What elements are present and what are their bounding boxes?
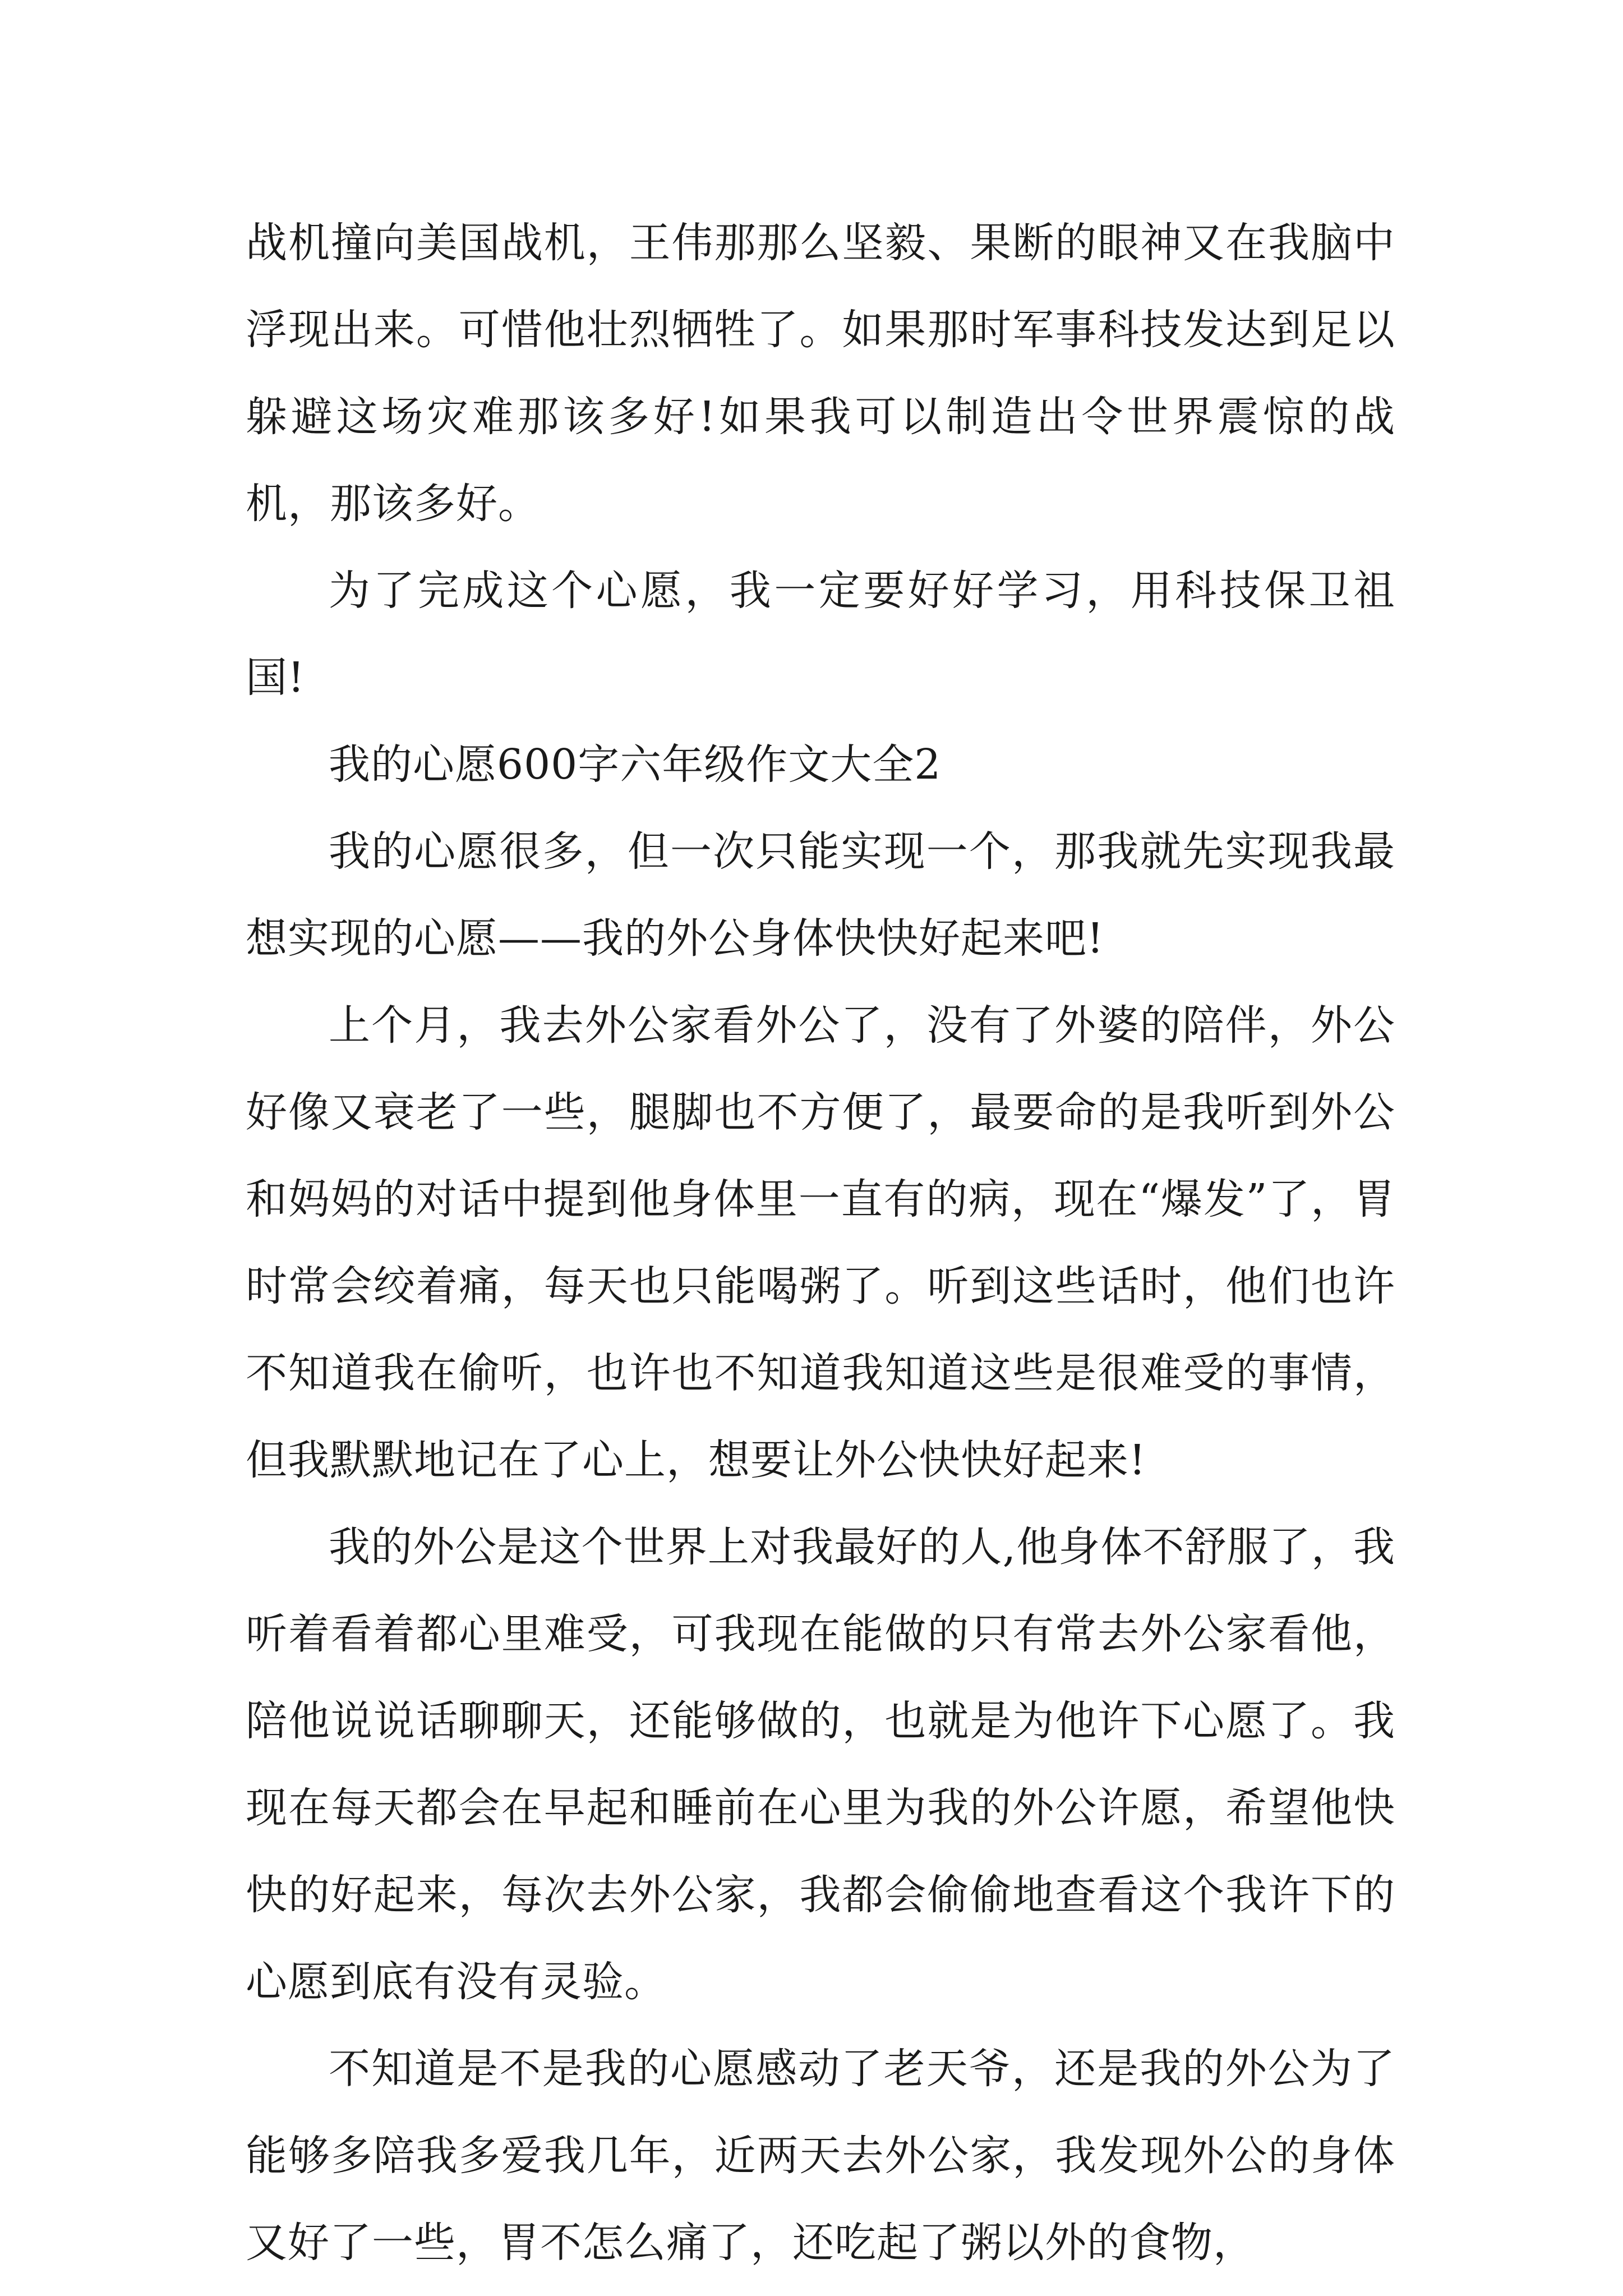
paragraph: 为了完成这个心愿，我一定要好好学习，用科技保卫祖国! — [246, 567, 1395, 702]
paragraph-continuation: 战机撞向美国战机，王伟那那么坚毅、果断的眼神又在我脑中浮现出来。可惜他壮烈牺牲了。如果那时军事科技发达到足以躲避这场灾难那该多好!如果我可以制造出令世界震惊的战机，那该多好。 — [246, 219, 1395, 528]
section-heading: 我的心愿600字六年级作文大全2 — [329, 740, 942, 789]
paragraph: 我的外公是这个世界上对我最好的人,他身体不舒服了，我听着看着都心里难受，可我现在能做的只有常去外公家看他，陪他说说话聊聊天，还能够做的，也就是为他许下心愿了。我现在每天都会在早起和睡前在心里为我的外公许愿，希望他快快的好起来，每次去外公家，我都会偷偷地查看这个我许下的心愿到底有没有灵验。 — [246, 1523, 1395, 2006]
paragraph: 我的心愿很多，但一次只能实现一个，那我就先实现我最想实现的心愿——我的外公身体快快好起来吧! — [246, 827, 1395, 963]
paragraph: 上个月，我去外公家看外公了，没有了外婆的陪伴，外公好像又衰老了一些，腿脚也不方便了，最要命的是我听到外公和妈妈的对话中提到他身体里一直有的病，现在“爆发”了，胃时常会绞着痛，每天也只能喝粥了。听到这些话时，他们也许不知道我在偷听，也许也不知道我知道这些是很难受的事情，但我默默地记在了心上，想要让外公快快好起来! — [246, 1001, 1395, 1484]
paragraph: 不知道是不是我的心愿感动了老天爷，还是我的外公为了能够多陪我多爱我几年，近两天去外公家，我发现外公的身体又好了一些，胃不怎么痛了，还吃起了粥以外的食物， — [246, 2045, 1395, 2267]
document-body — [246, 200, 1395, 2286]
